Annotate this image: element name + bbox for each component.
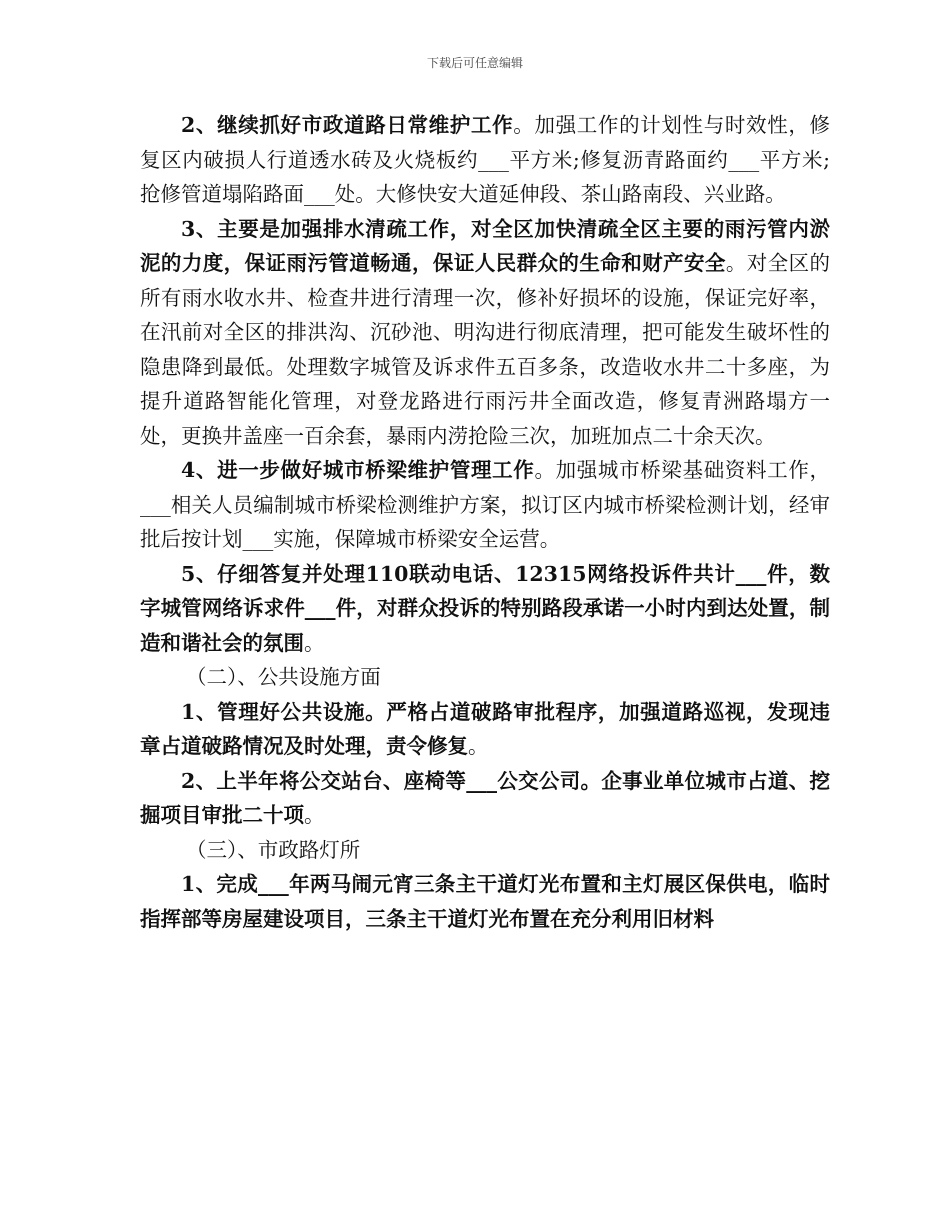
paragraph-heading: 5、仔细答复并处理110联动电话、12315网络投诉件共计___件，数字城管网络诉求件___件，对群众投诉的特别路段承诺一小时内到达处置，制造和谐社会的氛围 — [140, 561, 830, 655]
paragraph-text: 。 — [304, 630, 325, 655]
document-body — [140, 108, 830, 936]
paragraph-heading: 1、完成___年两马闹元宵三条主干道灯光布置和主灯展区保供电，临时指挥部等房屋建设项目，三条主干道灯光布置在充分利用旧材料 — [140, 872, 830, 931]
paragraph-complaints — [140, 557, 830, 661]
paragraph-bridge-maintenance — [140, 453, 830, 557]
paragraph-heading: 4、进一步做好城市桥梁维护管理工作 — [181, 458, 535, 482]
paragraph-public-facilities — [140, 695, 830, 764]
paragraph-road-maintenance — [140, 108, 830, 212]
paragraph-text: 。加强工作的计划性与时效性，修复区内破损人行道透水砖及火烧板约___平方米;修复沥青路面约___平方米;抢修管道塌陷路面___处。大修快安大道延伸段、茶山路南段、兴业路。 — [140, 113, 831, 206]
paragraph-bus-stops — [140, 764, 830, 833]
section-heading-public-facilities: （二）、公共设施方面 — [186, 665, 381, 689]
paragraph-text: 。对全区的所有雨水收水井、检查井进行清理一次，修补好损坏的设施，保证完好率，在汛前对全区的排洪沟、沉砂池、明沟进行彻底清理，把可能发生破坏性的隐患降到最低。处理数字城管及诉求件五百多条，改造收水井二十多座，为提升道路智能化管理，对登龙路进行雨污井全面改造，修复青洲路塌方一处，更换井盖座一百余套，暴雨内涝抢险三次，加班加点二十余天次。 — [140, 251, 830, 448]
paragraph-heading: 2、上半年将公交站台、座椅等___公交公司。企事业单位城市占道、挖掘项目审批二十项 — [140, 768, 830, 827]
section-heading-street-lights: （三）、市政路灯所 — [186, 837, 361, 862]
paragraph-heading: 1、管理好公共设施。严格占道破路审批程序，加强道路巡视，发现违章占道破路情况及时处理，责令修复 — [140, 699, 830, 758]
paragraph-drainage — [140, 212, 830, 454]
paragraph-text: 。加强城市桥梁基础资料工作，___相关人员编制城市桥梁检测维护方案，拟订区内城市桥梁检测计划，经审批后按计划___实施，保障城市桥梁安全运营。 — [140, 458, 831, 551]
paragraph-heading: 3、主要是加强排水清疏工作，对全区加快清疏全区主要的雨污管内淤泥的力度，保证雨污管道畅通，保证人民群众的生命和财产安全 — [140, 216, 830, 275]
paragraph-text: 。 — [468, 734, 489, 758]
paragraph-lantern-festival — [140, 867, 830, 936]
page-header: 下载后可任意编辑 — [426, 56, 523, 70]
paragraph-text: 。 — [304, 803, 325, 827]
paragraph-heading: 2、继续抓好市政道路日常维护工作 — [181, 113, 514, 137]
